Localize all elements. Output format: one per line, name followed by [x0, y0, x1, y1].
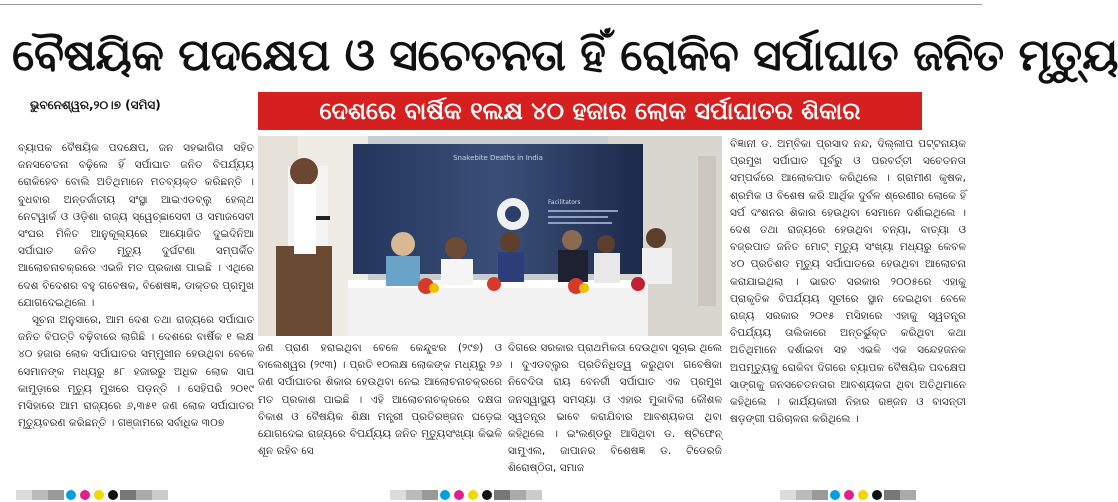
subheadline-banner: ଦେଶରେ ବାର୍ଷିକ ୧ଲକ୍ଷ ୪୦ ହଜାର ଲୋକ ସର୍ପାଘାତର ଶିକାର	[258, 92, 922, 130]
backdrop-title: Snakebite Deaths in India	[453, 154, 543, 162]
paragraph: ସୂଚନା ଅନୁସାରେ, ଆମ ଦେଶ ତଥା ରାଜ୍ୟରେ ସର୍ପାଘାତ ଜନିତ ବିପତ୍ତି ବଢ଼ିବାରେ ଲାଗିଛି । ଦେଶରେ ବାର୍ଷିକ ୧ ଲକ୍ଷ ୪୦ ହଜାର ଲୋକ ସର୍ପାଘାତର ସମ୍ମୁଖୀନ ହେଉଥିବା ବେଳେ ସେମାନଙ୍କ ମଧ୍ୟରୁ ୫୮ ହଜାରରୁ ଅଧିକ ଲୋକ ସାପ କାମୁଡ଼ାରେ ମୃତ୍ୟୁ ମୁଖରେ ପଡ଼ନ୍ତି । ସେହିପରି ୨୦୧୯ ମସିହାରେ ଆମ ରାଜ୍ୟରେ ୬,୩୫୧ ଜଣ ଲୋକ ସର୍ପାଘାତର ମୃତ୍ୟୁବରଣ କରିଛନ୍ତି । ଗଞ୍ଜାମରେ ସର୍ବାଧିକ ୩୦୭	[18, 314, 254, 430]
column-mid-2	[508, 340, 722, 475]
column-left	[18, 140, 254, 470]
paragraph: ବିଜ୍ଞାନୀ ଡ. ଅମ୍ବିକା ପ୍ରସାଦ ନନ୍ଦ, ଦିଲ୍ଲୀପ ପଟ୍ଟନାୟକ ପ୍ରମୁଖ ସର୍ପାଘାତ ପୂର୍ବରୁ ଓ ପରବର୍ତ୍ତୀ ସଚେତନତା ସମ୍ପର୍କରେ ଆଲୋକପାତ କରିଥିଲେ । ଗ୍ରାମୀଣ କୃଷକ, ଶ୍ରମିକ ଓ ବିଶେଷ କରି ଆର୍ଥିକ ଦୁର୍ବଳ ଶ୍ରେଣୀର ଲୋକେ ହିଁ ସର୍ପ ଦଂଶନର ଶିକାର ହେଉଥିବା ସେମାନେ ଦର୍ଶାଇଥିଲେ । ଦେଶ ତଥା ରାଜ୍ୟରେ ହେଉଥିବା ବନ୍ୟା, ବାତ୍ୟା ଓ ବଜ୍ରପାତ ଜନିତ ମୋଟ୍ ମୃତ୍ୟୁ ସଂଖ୍ୟା ମଧ୍ୟରୁ କେବଳ ୪୦ ପ୍ରତିଶତ ମୃତ୍ୟୁ ସର୍ପାଘାତରେ ହେଉଥିବା ଆଲୋଚନା କରାଯାଇଥିଲା । ଭାରତ ସରକାର ୨୦୦୫ରେ ଏହାକୁ ପ୍ରାକୃତିକ ବିପର୍ଯ୍ୟୟ ସୂଚୀରେ ସ୍ଥାନ ଦେଇଥିବା ବେଳେ ରାଜ୍ୟ ସରକାର ୨୦୧୫ ମସିହାରେ ଏହାକୁ ସ୍ୱତନ୍ତ୍ର ବିପର୍ଯ୍ୟୟ ତାଲିକାରେ ଅନ୍ତର୍ଭୁକ୍ତ କରିଥିବା କଥା ଅତିଥିମାନେ ଦର୍ଶାଇବା ସହ ଏଭଳି ଏକ ସନ୍ଦେହଜନକ ଅପମୃତ୍ୟୁକୁ ରୋକିବା ଦିଗରେ ବ୍ୟାପକ ବୈଷୟିକ ପଦକ୍ଷେପ ସାଙ୍ଗକୁ ଜନସଚେତନତାର ଆବଶ୍ୟକତା ଥିବା ଅତିଥିମାନେ କହିଥିଲେ । କାର୍ଯ୍ୟକାରୀ ନିହାର ରଞ୍ଜନ ଓ ବାସନ୍ତୀ ଷଡ଼ଙ୍ଗୀ ପରିଚାଳନା କରିଥିଲେ ।	[730, 138, 966, 426]
backdrop-label: Facilitators	[548, 199, 581, 206]
dateline: ଭୁବନେଶ୍ୱର,୨୦।୭ (ସମିସ)	[30, 98, 161, 112]
event-photo	[258, 136, 722, 336]
registration-strip-left	[16, 488, 168, 502]
speaker-head	[290, 158, 318, 186]
column-mid-1	[258, 340, 502, 470]
podium	[276, 246, 332, 336]
registration-strip-center	[390, 488, 542, 502]
column-right	[730, 136, 966, 470]
paragraph: ଦିଗରେ ସରକାର ପ୍ରାଥମିକତା ଦେଉଥିବା ସୂଚାଇ ଥିଲେ । ଦୁଏଡବ୍ଲୁର ପ୍ରତିନିଧିତ୍ୱ କରୁଥିବା ଗବେଷିକା ନିବେଦିତା ରାୟ ବେନର୍ଜୀ ସର୍ପାଘାତ ଏକ ପ୍ରମୁଖ ଜନସ୍ୱାସ୍ଥ୍ୟ ସମସ୍ୟା ଓ ଏହାର ମୁକାବିଲା କୌଶଳ ସ୍ୱତନ୍ତ୍ର ଭାବେ କରାଯିବାର ଆବଶ୍ୟକତା ଥିବା କହିଥିଲେ । ଇଂଲଣ୍ଡରୁ ଆସିଥିବା ଡ. ଷ୍ଟିଫେନ୍ ସାମୁଏଲ, ଜାପାନର ବିଶେଷଜ୍ଞ ଡ. ଟିଡେରଜି ଶିରୋଷ୍ଠିତା, ସମାଜ	[508, 342, 722, 475]
headline: ବୈଷୟିକ ପଦକ୍ଷେପ ଓ ସଚେତନତା ହିଁ ରୋକିବ ସର୍ପାଘାତ ଜନିତ ମୃତ୍ୟୁ	[12, 30, 1118, 81]
photo-illustration	[258, 136, 722, 336]
top-rule	[0, 0, 982, 8]
paragraph: ଜଣ ପ୍ରାଣ ହରାଇଥିବା ବେଳେ କେନ୍ଦୁଝର (୨୯୭) ଓ ବାଲେଶ୍ୱର (୨୯୩) । ପ୍ରତି ୧୦ଲକ୍ଷ ଲୋକଙ୍କ ମଧ୍ୟରୁ ୨୬ ଜଣ ସର୍ପାଘାତର ଶିକାର ହେଉଥିବା ନେଇ ଆଲୋଚନାଚକ୍ରରେ ମତ ପ୍ରକାଶ ପାଇଛି । ଏହି ଆଲୋଚନାଚକ୍ରରେ ଦକ୍ଷତା ବିକାଶ ଓ ବୈଷୟିକ ଶିକ୍ଷା ମନ୍ତ୍ରୀ ପ୍ରତିରଞ୍ଜନ ଘଡ଼େଇ ଯୋଗଦେଇ ରାଜ୍ୟରେ ବିପର୍ଯ୍ୟୟ ଜନିତ ମୃତ୍ୟୁସଂଖ୍ୟା କିଭଳି ଶୂନ ରହିବ ସେ	[258, 342, 502, 458]
registration-strip-right	[780, 488, 916, 502]
paragraph: ବ୍ୟାପକ ବୈଷୟିକ ପଦକ୍ଷେପ, ଜନ ସହଭାଗିତା ସହିତ ଜନସଚେତନା ବଢ଼ିଲେ ହିଁ ସର୍ପାଘାତ ଜନିତ ବିପର୍ଯ୍ୟୟ ରୋକିହେବ ବୋଲି ଅତିଥିମାନେ ମତବ୍ୟକ୍ତ କରିଛନ୍ତି । ବୁଧବାର ଅନ୍ତର୍ଜାତୀୟ ସଂସ୍ଥା ଆଇଏଡବ୍ଲୁ ହେଲ୍ଥ ନେଟୱାର୍କ ଓ ଓଡ଼ିଶା ରାଜ୍ୟ ସ୍ୱେଚ୍ଛାସେବୀ ଓ ସମାଜସେବୀ ସଂଘର ମିଳିତ ଆନୁକୂଲ୍ୟରେ ଆୟୋଜିତ ଦୁଇଦିନିଆ ସର୍ପାଘାତ ଜନିତ ମୃତ୍ୟୁ ଦୁର୍ଘଟଣା ସମ୍ପର୍କିତ ଆଲୋଚନାଚକ୍ରରେ ଏଭଳି ମତ ପ୍ରକାଶ ପାଇଛି । ଏଥିରେ ଦେଶ ବିଦେଶର ବହୁ ଗବେଷକ, ବିଶେଷଜ୍ଞ, ଡାକ୍ତର ପ୍ରମୁଖ ଯୋଗଦେଇଥିଲେ ।	[18, 142, 254, 309]
stage-table	[348, 284, 648, 336]
